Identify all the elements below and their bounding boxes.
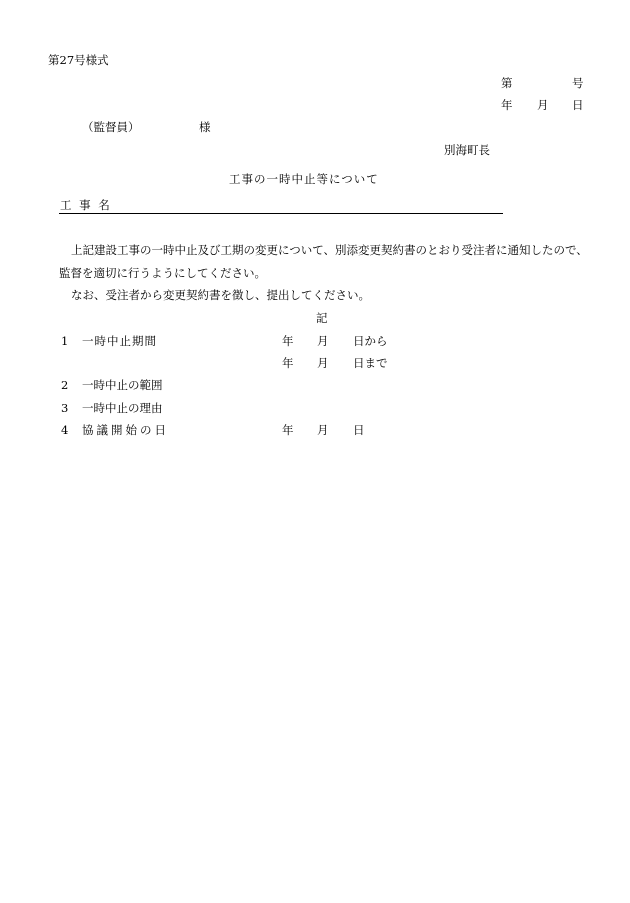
- item-number: 1: [61, 334, 69, 348]
- consult-month: 月: [317, 423, 329, 437]
- document-subject: 工事の一時中止等について: [229, 172, 379, 186]
- sender-name: 別海町長: [444, 143, 490, 157]
- date-year: 年: [501, 98, 513, 112]
- body-line-2: 監督を適切に行うようにしてください。: [59, 266, 266, 280]
- addressee-honorific: 様: [199, 120, 211, 134]
- consult-year: 年: [282, 423, 294, 437]
- body-line-3: なお、受注者から変更契約書を徴し、提出してください。: [71, 288, 370, 302]
- period-to-year: 年: [282, 356, 294, 370]
- item-label: 協議開始の日: [82, 423, 169, 437]
- addressee-title: （監督員）: [82, 120, 140, 134]
- date-day: 日: [572, 98, 584, 112]
- period-to-month: 月: [317, 356, 329, 370]
- construction-name-underline: [59, 213, 503, 214]
- period-from-month: 月: [317, 334, 329, 348]
- construction-name-label: 工 事 名: [60, 198, 112, 212]
- date-month: 月: [537, 98, 549, 112]
- consult-day: 日: [353, 423, 365, 437]
- period-from-day: 日から: [353, 334, 388, 348]
- item-number: 2: [61, 378, 69, 392]
- doc-number-suffix: 号: [572, 76, 584, 90]
- item-label: 一時中止の範囲: [82, 378, 163, 392]
- body-line-1: 上記建設工事の一時中止及び工期の変更について、別添変更契約書のとおり受注者に通知したので、: [71, 243, 588, 257]
- period-from-year: 年: [282, 334, 294, 348]
- form-number: 第27号様式: [48, 53, 109, 67]
- ki-heading: 記: [316, 311, 328, 325]
- item-label: 一時中止期間: [82, 334, 157, 348]
- doc-number-prefix: 第: [501, 76, 513, 90]
- item-number: 3: [61, 401, 69, 415]
- item-label: 一時中止の理由: [82, 401, 163, 415]
- item-number: 4: [61, 423, 69, 437]
- period-to-day: 日まで: [353, 356, 388, 370]
